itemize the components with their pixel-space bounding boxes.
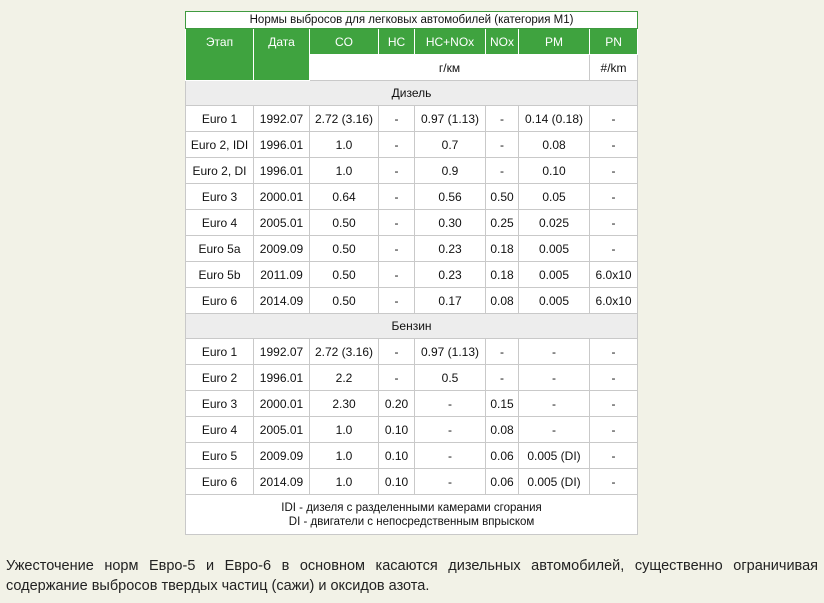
cell-date: 1992.07 [254,106,310,132]
cell-stage: Euro 4 [186,417,254,443]
cell-co: 2.2 [310,365,379,391]
cell-co: 2.30 [310,391,379,417]
cell-hc: - [379,236,415,262]
cell-hc-nox: 0.23 [415,262,486,288]
table-row [186,391,638,417]
cell-hc-nox: - [415,417,486,443]
cell-date: 1996.01 [254,132,310,158]
cell-hc: 0.20 [379,391,415,417]
section-title: Бензин [186,314,638,339]
cell-date: 1996.01 [254,365,310,391]
cell-hc: - [379,132,415,158]
cell-nox: - [486,158,519,184]
table-row [186,339,638,365]
cell-pn: - [590,417,638,443]
section-title: Дизель [186,81,638,106]
cell-date: 2005.01 [254,210,310,236]
table-row [186,236,638,262]
header-row [186,29,638,55]
table-row [186,184,638,210]
cell-stage: Euro 1 [186,339,254,365]
cell-co: 0.50 [310,210,379,236]
table-row [186,210,638,236]
caption-text: Ужесточение норм Евро-5 и Евро-6 в основном касаются дизельных автомобилей, существенно ограничивая содержание выбросов твердых частиц (сажи) и оксидов азота. [6,558,818,594]
table-row [186,365,638,391]
cell-hc: 0.10 [379,417,415,443]
header-pn: PN [590,29,638,55]
cell-hc-nox: 0.97 (1.13) [415,106,486,132]
cell-stage: Euro 2, DI [186,158,254,184]
cell-hc: - [379,288,415,314]
cell-co: 0.64 [310,184,379,210]
cell-co: 1.0 [310,469,379,495]
cell-pm: 0.005 [519,262,590,288]
cell-co: 0.50 [310,236,379,262]
cell-date: 2009.09 [254,236,310,262]
cell-stage: Euro 3 [186,391,254,417]
cell-nox: - [486,106,519,132]
cell-pn: 6.0x10 [590,262,638,288]
cell-co: 2.72 (3.16) [310,106,379,132]
header-stage: Этап [186,29,254,81]
cell-nox: 0.50 [486,184,519,210]
cell-pn: - [590,391,638,417]
cell-nox: 0.18 [486,236,519,262]
cell-date: 2000.01 [254,391,310,417]
cell-pn: - [590,210,638,236]
unit-pn: #/km [590,55,638,81]
cell-pm: 0.08 [519,132,590,158]
table-row [186,132,638,158]
header-hc-nox: HC+NOx [415,29,486,55]
cell-stage: Euro 1 [186,106,254,132]
cell-pn: - [590,106,638,132]
cell-hc-nox: 0.30 [415,210,486,236]
cell-hc-nox: - [415,469,486,495]
footnote-line: DI - двигатели с непосредственным впрыском [288,515,535,528]
cell-nox: 0.18 [486,262,519,288]
table-title: Нормы выбросов для легковых автомобилей (категория М1) [186,12,638,29]
cell-nox: 0.06 [486,469,519,495]
table-row [186,106,638,132]
cell-hc: 0.10 [379,469,415,495]
table-row [186,443,638,469]
cell-co: 1.0 [310,158,379,184]
cell-co: 1.0 [310,132,379,158]
cell-pn: - [590,443,638,469]
cell-co: 1.0 [310,443,379,469]
cell-stage: Euro 5b [186,262,254,288]
cell-stage: Euro 3 [186,184,254,210]
footnote-line: IDI - дизеля с разделенными камерами сгорания [281,501,542,514]
cell-hc: - [379,158,415,184]
cell-co: 0.50 [310,262,379,288]
header-pm: PM [519,29,590,55]
cell-stage: Euro 5 [186,443,254,469]
cell-hc-nox: 0.7 [415,132,486,158]
table-row [186,288,638,314]
cell-nox: 0.08 [486,288,519,314]
cell-date: 2000.01 [254,184,310,210]
cell-co: 2.72 (3.16) [310,339,379,365]
cell-hc: - [379,262,415,288]
header-nox: NOx [486,29,519,55]
cell-hc: - [379,184,415,210]
cell-nox: 0.06 [486,443,519,469]
cell-pm: - [519,391,590,417]
cell-hc: - [379,365,415,391]
cell-hc: - [379,106,415,132]
table-row [186,158,638,184]
cell-hc-nox: 0.5 [415,365,486,391]
cell-pn: - [590,365,638,391]
cell-pn: - [590,236,638,262]
cell-pm: 0.005 (DI) [519,469,590,495]
header-co: CO [310,29,379,55]
section-row [186,81,638,106]
footnotes [186,495,638,535]
cell-hc-nox: 0.17 [415,288,486,314]
cell-pn: - [590,184,638,210]
table-title-row [186,12,638,29]
cell-pm: 0.005 [519,288,590,314]
cell-date: 1992.07 [254,339,310,365]
cell-hc: - [379,339,415,365]
emissions-table-container [185,11,637,535]
cell-nox: - [486,339,519,365]
cell-date: 2009.09 [254,443,310,469]
cell-pn: - [590,158,638,184]
cell-date: 1996.01 [254,158,310,184]
cell-stage: Euro 5a [186,236,254,262]
cell-stage: Euro 6 [186,288,254,314]
table-row [186,469,638,495]
cell-nox: - [486,365,519,391]
header-hc: HC [379,29,415,55]
cell-pm: - [519,417,590,443]
cell-pn: - [590,339,638,365]
table-row [186,262,638,288]
emissions-table [185,11,638,535]
cell-date: 2014.09 [254,288,310,314]
cell-stage: Euro 6 [186,469,254,495]
cell-hc: 0.10 [379,443,415,469]
cell-stage: Euro 2, IDI [186,132,254,158]
cell-nox: 0.08 [486,417,519,443]
cell-hc-nox: 0.97 (1.13) [415,339,486,365]
cell-pm: 0.005 (DI) [519,443,590,469]
cell-date: 2005.01 [254,417,310,443]
cell-pm: - [519,339,590,365]
unit-gkm: г/км [310,55,590,81]
cell-pn: - [590,469,638,495]
cell-hc-nox: 0.23 [415,236,486,262]
section-row [186,314,638,339]
cell-pm: - [519,365,590,391]
cell-nox: 0.25 [486,210,519,236]
header-date: Дата [254,29,310,81]
cell-pm: 0.10 [519,158,590,184]
cell-pn: 6.0x10 [590,288,638,314]
cell-date: 2014.09 [254,469,310,495]
cell-hc-nox: 0.9 [415,158,486,184]
cell-nox: - [486,132,519,158]
cell-pm: 0.05 [519,184,590,210]
cell-pm: 0.025 [519,210,590,236]
cell-nox: 0.15 [486,391,519,417]
cell-pm: 0.005 [519,236,590,262]
cell-hc-nox: 0.56 [415,184,486,210]
cell-co: 0.50 [310,288,379,314]
cell-hc-nox: - [415,391,486,417]
cell-pn: - [590,132,638,158]
footnote-row [186,495,638,535]
cell-hc-nox: - [415,443,486,469]
cell-stage: Euro 4 [186,210,254,236]
cell-pm: 0.14 (0.18) [519,106,590,132]
cell-date: 2011.09 [254,262,310,288]
cell-co: 1.0 [310,417,379,443]
table-row [186,417,638,443]
cell-stage: Euro 2 [186,365,254,391]
cell-hc: - [379,210,415,236]
